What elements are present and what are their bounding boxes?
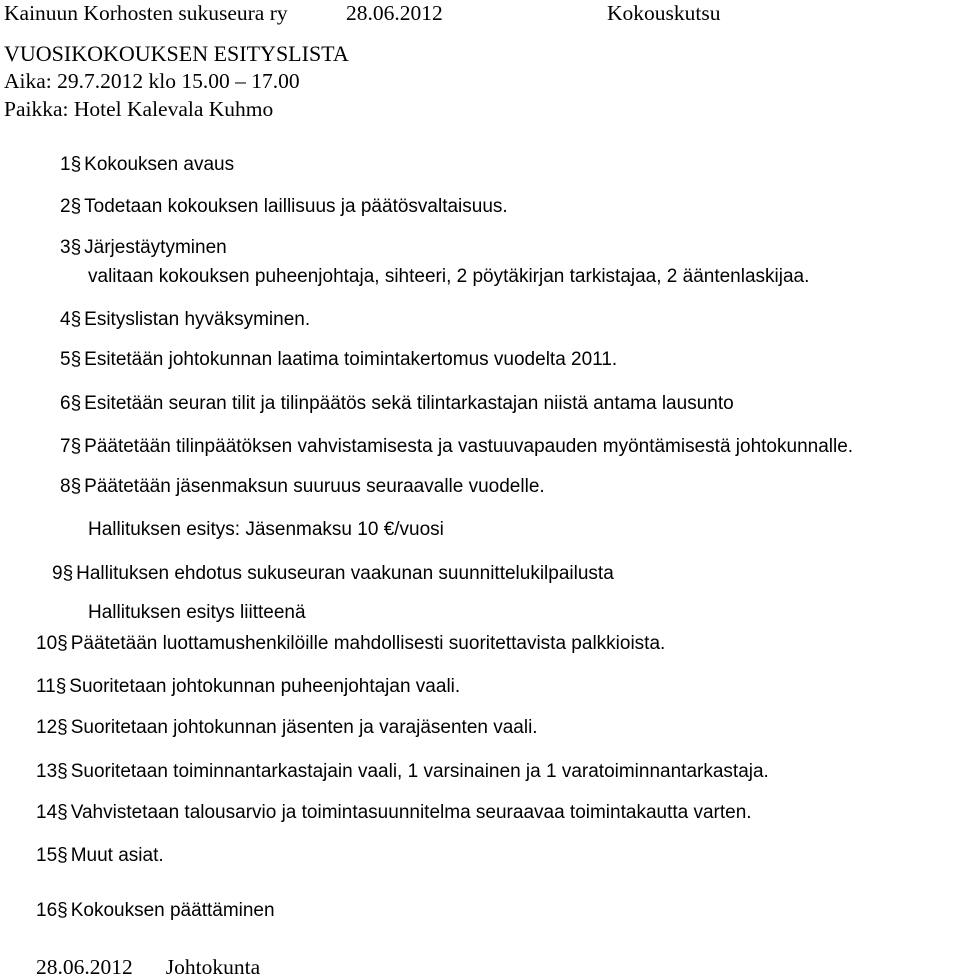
item-text: Päätetään tilinpäätöksen vahvistamisesta ja vastuuvapauden myöntämisestä johtokunnalle. bbox=[84, 436, 854, 457]
agenda-item-3 bbox=[60, 238, 227, 257]
item-text: Kokouksen päättäminen bbox=[70, 900, 275, 921]
item-text: Esitetään johtokunnan laatima toimintakertomus vuodelta 2011. bbox=[84, 349, 618, 370]
item-number: 8§ bbox=[60, 476, 82, 497]
item-number: 15§ bbox=[36, 845, 68, 866]
agenda-item-1 bbox=[60, 155, 234, 174]
item-number: 4§ bbox=[60, 309, 82, 330]
item-number: 13§ bbox=[36, 761, 68, 782]
item-text: Suoritetaan johtokunnan jäsenten ja varajäsenten vaali. bbox=[70, 717, 538, 738]
agenda-item-10 bbox=[36, 634, 665, 653]
agenda-item-15 bbox=[36, 846, 164, 865]
item-number: 2§ bbox=[60, 196, 82, 217]
document-type: Kokouskutsu bbox=[607, 1, 721, 25]
item-text: Suoritetaan johtokunnan puheenjohtajan vaali. bbox=[69, 676, 461, 697]
item-text: Suoritetaan toiminnantarkastajain vaali, 1 varsinainen ja 1 varatoiminnantarkastaja. bbox=[70, 761, 769, 782]
meeting-place: Paikka: Hotel Kalevala Kuhmo bbox=[4, 97, 274, 121]
agenda-item-14 bbox=[36, 803, 752, 822]
signature-line bbox=[36, 957, 260, 979]
item-number: 9§ bbox=[52, 563, 74, 584]
agenda-item-11 bbox=[36, 677, 460, 696]
agenda-item-12 bbox=[36, 718, 538, 737]
item-number: 14§ bbox=[36, 802, 68, 823]
item-text: Esitetään seuran tilit ja tilinpäätös sekä tilintarkastajan niistä antama lausunto bbox=[84, 393, 734, 414]
agenda-item-2 bbox=[60, 197, 508, 216]
item-text: Päätetään jäsenmaksun suuruus seuraavalle vuodelle. bbox=[84, 476, 545, 497]
item-number: 3§ bbox=[60, 237, 82, 258]
agenda-item-8-proposal: Hallituksen esitys: Jäsenmaksu 10 €/vuosi bbox=[88, 519, 444, 540]
agenda-item-6 bbox=[60, 394, 734, 413]
item-text: Hallituksen ehdotus sukuseuran vaakunan suunnittelukilpailusta bbox=[76, 563, 614, 584]
item-number: 10§ bbox=[36, 633, 68, 654]
meeting-time: Aika: 29.7.2012 klo 15.00 – 17.00 bbox=[4, 69, 300, 93]
item-text: Esityslistan hyväksyminen. bbox=[84, 309, 311, 330]
agenda-item-5 bbox=[60, 350, 617, 369]
signature-date: 28.06.2012 bbox=[36, 955, 133, 979]
item-text: Todetaan kokouksen laillisuus ja päätösvaltaisuus. bbox=[84, 196, 508, 217]
agenda-item-9-proposal: Hallituksen esitys liitteenä bbox=[88, 602, 306, 623]
agenda-item-16 bbox=[36, 901, 275, 920]
header-date: 28.06.2012 bbox=[346, 1, 443, 25]
agenda-item-7 bbox=[60, 437, 853, 456]
item-number: 11§ bbox=[36, 676, 67, 697]
organization-name: Kainuun Korhosten sukuseura ry bbox=[4, 1, 288, 25]
item-number: 12§ bbox=[36, 717, 68, 738]
signer-name: Johtokunta bbox=[165, 955, 261, 979]
agenda-title: VUOSIKOKOUKSEN ESITYSLISTA bbox=[4, 41, 349, 66]
agenda-item-8 bbox=[60, 477, 545, 496]
item-number: 7§ bbox=[60, 436, 82, 457]
item-text: Järjestäytyminen bbox=[84, 237, 227, 258]
item-number: 1§ bbox=[60, 154, 82, 175]
item-number: 5§ bbox=[60, 349, 82, 370]
item-text: Vahvistetaan talousarvio ja toimintasuunnitelma seuraavaa toimintakautta varten. bbox=[70, 802, 752, 823]
agenda-item-3-detail: valitaan kokouksen puheenjohtaja, sihteeri, 2 pöytäkirjan tarkistajaa, 2 ääntenlaskijaa. bbox=[88, 266, 810, 287]
item-number: 6§ bbox=[60, 393, 82, 414]
item-number: 16§ bbox=[36, 900, 68, 921]
item-text: Kokouksen avaus bbox=[84, 154, 235, 175]
agenda-item-13 bbox=[36, 762, 769, 781]
agenda-item-4 bbox=[60, 310, 310, 329]
item-text: Muut asiat. bbox=[70, 845, 164, 866]
agenda-item-9 bbox=[52, 564, 614, 583]
item-text: Päätetään luottamushenkilöille mahdollisesti suoritettavista palkkioista. bbox=[70, 633, 666, 654]
